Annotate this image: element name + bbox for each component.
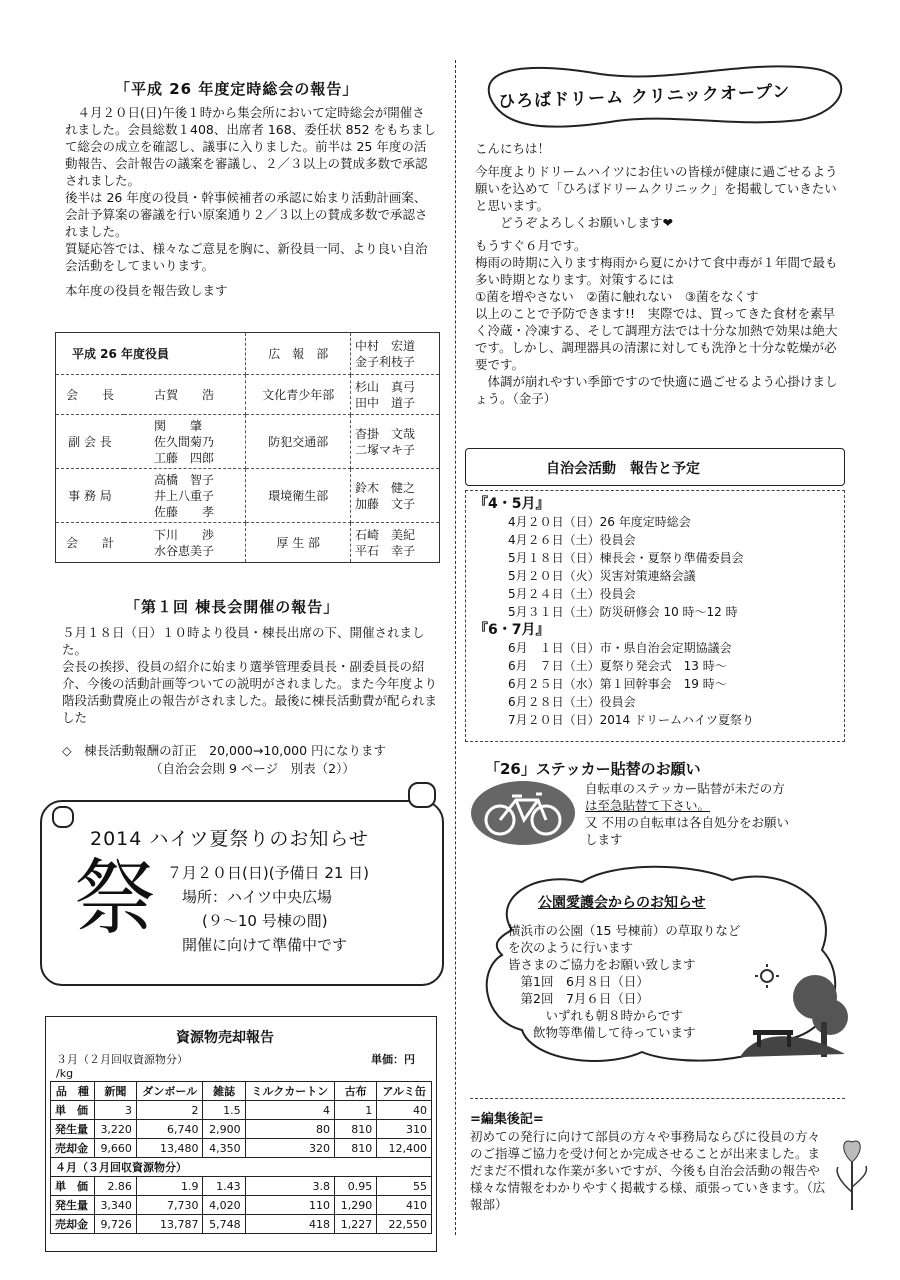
festival-title: 2014 ハイツ夏祭りのお知らせ [90,828,369,850]
cell: 110 [245,1196,334,1215]
cell: 4,020 [203,1196,245,1215]
col-header: 雑誌 [203,1082,245,1101]
iris-flower-icon [830,1132,875,1212]
resources-april-label: ４月（３月回収資源物分） [51,1158,432,1177]
cell: 9,726 [94,1215,136,1234]
resources-box [45,1016,437,1252]
sticker-line: 又 不用の自転車は各自処分をお願い [585,815,789,830]
pr-names: 中村 宏道 金子利枝子 [350,333,439,375]
cell: 6,740 [136,1120,203,1139]
col-header: アルミ缶 [377,1082,432,1101]
officer-role: 事 務 局 [56,469,125,523]
row-label: 発生量 [51,1196,95,1215]
activities-header-box [465,448,845,486]
park-line: 横浜市の公園（15 号棟前）の草取りなど [508,923,741,938]
officer-dept: 文化青少年部 [246,375,351,415]
list-item: 6月２８日（土）役員会 [508,695,636,709]
table-row [51,1177,432,1196]
sticker-line: 自転車のステッカー貼替が未だの方 [585,781,785,796]
officers-header: 平成 26 年度役員 [56,333,246,375]
cell: 1.5 [203,1101,245,1120]
park-line: 第2回 7月６日（日） [508,991,649,1006]
officer-dept: 厚 生 部 [246,523,351,563]
cell: 2,900 [203,1120,245,1139]
list-item: 6月 ７日（土）夏祭り発会式 13 時〜 [508,659,727,673]
col-header: ダンボール [136,1082,203,1101]
cell: 2 [136,1101,203,1120]
clinic-paragraph: ①菌を増やさない ②菌に触れない ③菌をなくす [475,289,759,304]
cell: 55 [377,1177,432,1196]
festival-box [40,800,444,986]
table-row [51,1196,432,1215]
sticker-body [585,780,845,848]
editorial-title: =編集後記= [470,1112,544,1127]
meeting-title: 「平成 26 年度定時総会の報告」 [115,80,359,98]
block-meeting-body [62,624,437,726]
list-item: 4月２０日（日）26 年度定時総会 [508,515,691,529]
clinic-paragraph: 梅雨の時期に入ります梅雨から夏にかけて食中毒が１年間で最も多い時期となります。対策するには [475,255,838,287]
list-item: 5月２４日（土）役員会 [508,587,636,601]
scroll-curl-icon [408,782,436,808]
cell: 22,550 [377,1215,432,1234]
clinic-paragraph: もうすぐ６月です。 [475,238,587,253]
list-item: 4月２６日（土）役員会 [508,533,636,547]
row-label: 単 価 [51,1177,95,1196]
editorial-text: 初めての発行に向けて部員の方々や事務局ならびに役員の方々のご指導ご協力を受け何とか完成させることが出来ました。まだまだ不慣れな作業が多いですが、今後も自治会活動の報告や様々な情報をわかりやすく掲載する様、頑張っていきます。（広報部） [470,1129,826,1212]
officer-dept: 環境衛生部 [246,469,351,523]
officer-dept-names: 石崎 美紀 平石 幸子 [350,523,439,563]
officer-dept-names: 鈴木 健之 加藤 文子 [350,469,439,523]
festival-prep: 開催に向けて準備中です [182,936,348,954]
officers-table [55,332,440,563]
cell: 810 [335,1139,377,1158]
clinic-paragraph: 以上のことで予防できます!! 実際では、買ってきた食材を素早く冷蔵・冷凍する、そして調理方法では十分な加熱で効果は絶大です。しかし、調理器具の清潔に対しても洗浄と十分な乾燥が必要です。 [475,306,838,372]
col-header: ミルクカートン [245,1082,334,1101]
officer-dept-names: 杉山 真弓 田中 道子 [350,375,439,415]
sticker-title: 「26」ステッカー貼替のお願い [485,760,701,778]
cell: 1 [335,1101,377,1120]
meeting-body [65,104,437,299]
festival-place: 場所：ハイツ中央広場 [182,888,333,906]
block-meeting-paragraph: ５月１８日（日）１０時より役員・棟長出席の下、開催されました。 [62,625,425,657]
cell: 3,340 [94,1196,136,1215]
resources-march-label: ３月（２月回収資源物分） [56,1053,188,1066]
bicycle-icon [468,778,578,848]
correction-note: ◇ 棟長活動報酬の訂正 20,000→10,000 円になります [62,743,387,758]
cell: 3.8 [245,1177,334,1196]
cell: 40 [377,1101,432,1120]
cell: 1.9 [136,1177,203,1196]
meeting-paragraph: ４月２０日(日)午後１時から集会所において定時総会が開催されました。会員総数１408、出席者 168、委任状 852 をもちまして総会の成立を確認し、議事に入りました。前半は 25 年度の活動報告、会計報告の議案を審議し、２／３以上の賛成多数で承認されました。 [65,105,436,188]
resources-table-march [50,1081,432,1234]
cell: 13,787 [136,1215,203,1234]
officer-names: 高橋 智子 井上八重子 佐藤 孝 [124,469,246,523]
park-line: いずれも朝８時からです [508,1008,683,1023]
resources-title: 資源物売却報告 [176,1030,274,1046]
row-label: 単 価 [51,1101,95,1120]
list-item: 7月２０日（日）2014 ドリームハイツ夏祭り [508,713,754,727]
park-line: 第1回 6月８日（日） [508,974,649,989]
cell: 13,480 [136,1139,203,1158]
cell: 4 [245,1101,334,1120]
festival-place-detail: (９〜10 号棟の間) [202,912,328,930]
officer-role: 会 計 [56,523,125,563]
cell: 1,227 [335,1215,377,1234]
cell: 1,290 [335,1196,377,1215]
row-label: 売却金 [51,1139,95,1158]
clinic-greeting: こんにちは！ [475,141,551,156]
cell: 2.86 [94,1177,136,1196]
row-label: 売却金 [51,1215,95,1234]
cell: 7,730 [136,1196,203,1215]
cell: 5,748 [203,1215,245,1234]
block-meeting-title: 「第１回 棟長会開催の報告」 [125,598,340,616]
table-row [51,1120,432,1139]
list-item: 5月１８日（日）棟長会・夏祭り準備委員会 [508,551,744,565]
list-item: 5月３１日（土）防災研修会 10 時〜12 時 [508,605,738,619]
table-row [51,1139,432,1158]
pr-dept: 広 報 部 [246,333,351,375]
park-line: を次のように行います [508,940,634,955]
column-divider [455,60,456,1235]
officer-role: 副 会 長 [56,415,125,469]
activities-title: 自治会活動 報告と予定 [546,461,700,477]
activities-list [466,491,844,729]
block-meeting-paragraph: 会長の挨拶、役員の紹介に始まり選挙管理委員長・副委員長の紹介、今後の活動計画等ついての説明がされました。また今年度より階段活動費廃止の報告がされました。最後に棟長活動費が配られました [62,659,438,725]
officer-names: 関 肇 佐久間菊乃 工藤 四郎 [124,415,246,469]
festival-date: ７月２０日(日)(予備日 21 日) [167,864,370,882]
clinic-paragraph: 今年度よりドリームハイツにお住いの皆様が健康に過ごせるよう願いを込めて「ひろばドリームクリニック」を掲載していきたいと思います。 [475,164,838,213]
list-item: 6月 １日（日）市・県自治会定期協議会 [508,641,732,655]
meeting-paragraph: 質疑応答では、様々なご意見を胸に、新役員一同、より良い自治会活動をしてまいります。 [65,241,428,273]
row-label: 発生量 [51,1120,95,1139]
park-line: 飲物等準備して待っています [508,1025,696,1040]
col-header: 品 種 [51,1082,95,1101]
park-title: 公園愛護会からのお知らせ [538,895,706,911]
resources-unit-kg: /kg [56,1067,74,1080]
table-row [51,1101,432,1120]
table-row [51,1215,432,1234]
cell: 9,660 [94,1139,136,1158]
officer-dept-names: 杳掛 文哉 二塚マキ子 [350,415,439,469]
list-item: 5月２０日（火）災害対策連絡会議 [508,569,696,583]
col-header: 新聞 [94,1082,136,1101]
sticker-line: します [585,832,623,847]
festival-kanji: 祭 [74,851,157,946]
cell: 320 [245,1139,334,1158]
officer-names: 古賀 浩 [124,375,246,415]
meeting-paragraph: 後半は 26 年度の役員・幹事候補者の承認に始まり活動計画案、会計予算案の審議を行い原案通り２／３以上の賛成多数で承認されました。 [65,190,428,239]
col-header: 古布 [335,1082,377,1101]
clinic-paragraph: どうぞよろしくお願いします❤ [475,215,673,230]
clinic-body [475,140,847,407]
cell: 80 [245,1120,334,1139]
scroll-curl-icon [52,806,74,828]
cell: 0.95 [335,1177,377,1196]
correction-ref: （自治会会則 9 ページ 別表（2）） [150,761,355,776]
park-bench-tree-icon [735,962,850,1067]
cell: 1.43 [203,1177,245,1196]
officer-role: 会 長 [56,375,125,415]
resources-unit: 単価：円 [371,1053,415,1066]
sticker-line: は至急貼替て下さい。 [585,798,711,813]
list-item: 6月２５日（水）第１回幹事会 19 時〜 [508,677,727,691]
officer-dept: 防犯交通部 [246,415,351,469]
cell: 3 [94,1101,136,1120]
cell: 3,220 [94,1120,136,1139]
park-line: 皆さまのご協力をお願い致します [508,957,696,972]
cell: 810 [335,1120,377,1139]
clinic-paragraph: 体調が崩れやすい季節ですので快適に過ごせるよう心掛けましょう。（金子） [475,374,838,406]
cell: 310 [377,1120,432,1139]
officer-names: 下川 渉 水谷恵美子 [124,523,246,563]
activities-box [465,490,845,742]
cell: 12,400 [377,1139,432,1158]
activities-group: 『6・7月』 [474,622,550,638]
clinic-banner: ひろばドリーム クリニックオープン [497,81,791,113]
editorial-divider [470,1098,845,1099]
officers-intro: 本年度の役員を報告致します [65,283,228,298]
activities-group: 『4・5月』 [474,496,550,512]
cell: 410 [377,1196,432,1215]
cell: 4,350 [203,1139,245,1158]
cell: 418 [245,1215,334,1234]
